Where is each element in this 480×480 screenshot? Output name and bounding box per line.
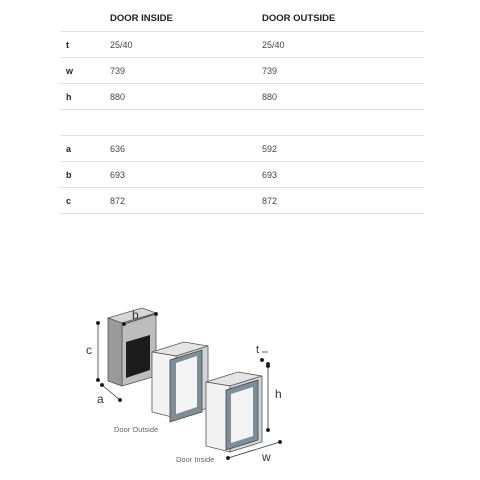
table-row	[60, 58, 424, 84]
door-inside-value: 636	[110, 136, 262, 162]
door-outside-value	[262, 110, 424, 136]
row-key	[60, 110, 110, 136]
door-outside-value: 880	[262, 84, 424, 110]
label-h: h	[275, 387, 282, 401]
label-c: c	[86, 343, 92, 357]
door-inside-value: 880	[110, 84, 262, 110]
dimensions-table	[60, 6, 424, 214]
header-door-inside: DOOR INSIDE	[110, 6, 262, 32]
label-t: t	[256, 344, 260, 356]
table-row	[60, 32, 424, 58]
table-header-row	[60, 6, 424, 32]
table-row	[60, 110, 424, 136]
door-inside-value: 872	[110, 188, 262, 214]
table-row	[60, 188, 424, 214]
door-inside-value: 25/40	[110, 32, 262, 58]
door-inside-value: 693	[110, 162, 262, 188]
table-row	[60, 162, 424, 188]
caption-door-outside: Door Outside	[114, 425, 159, 434]
caption-door-inside: Door Inside	[176, 455, 215, 464]
row-key: h	[60, 84, 110, 110]
row-key: c	[60, 188, 110, 214]
header-key	[60, 6, 110, 32]
table-row	[60, 84, 424, 110]
door-outside-value: 592	[262, 136, 424, 162]
label-a: a	[97, 392, 104, 406]
door-outside-value: 872	[262, 188, 424, 214]
label-b: b	[132, 308, 139, 322]
door-inside-value: 739	[110, 58, 262, 84]
door-inside-value	[110, 110, 262, 136]
door-outside-value: 693	[262, 162, 424, 188]
dimension-diagram	[0, 290, 480, 480]
door-outside-value: 25/40	[262, 32, 424, 58]
row-key: b	[60, 162, 110, 188]
table-row	[60, 136, 424, 162]
label-w: w	[262, 450, 271, 464]
door-inside-illustration	[206, 372, 262, 452]
header-door-outside: DOOR OUTSIDE	[262, 6, 424, 32]
row-key: a	[60, 136, 110, 162]
door-outside-illustration	[152, 342, 208, 422]
row-key: w	[60, 58, 110, 84]
row-key: t	[60, 32, 110, 58]
door-outside-value: 739	[262, 58, 424, 84]
